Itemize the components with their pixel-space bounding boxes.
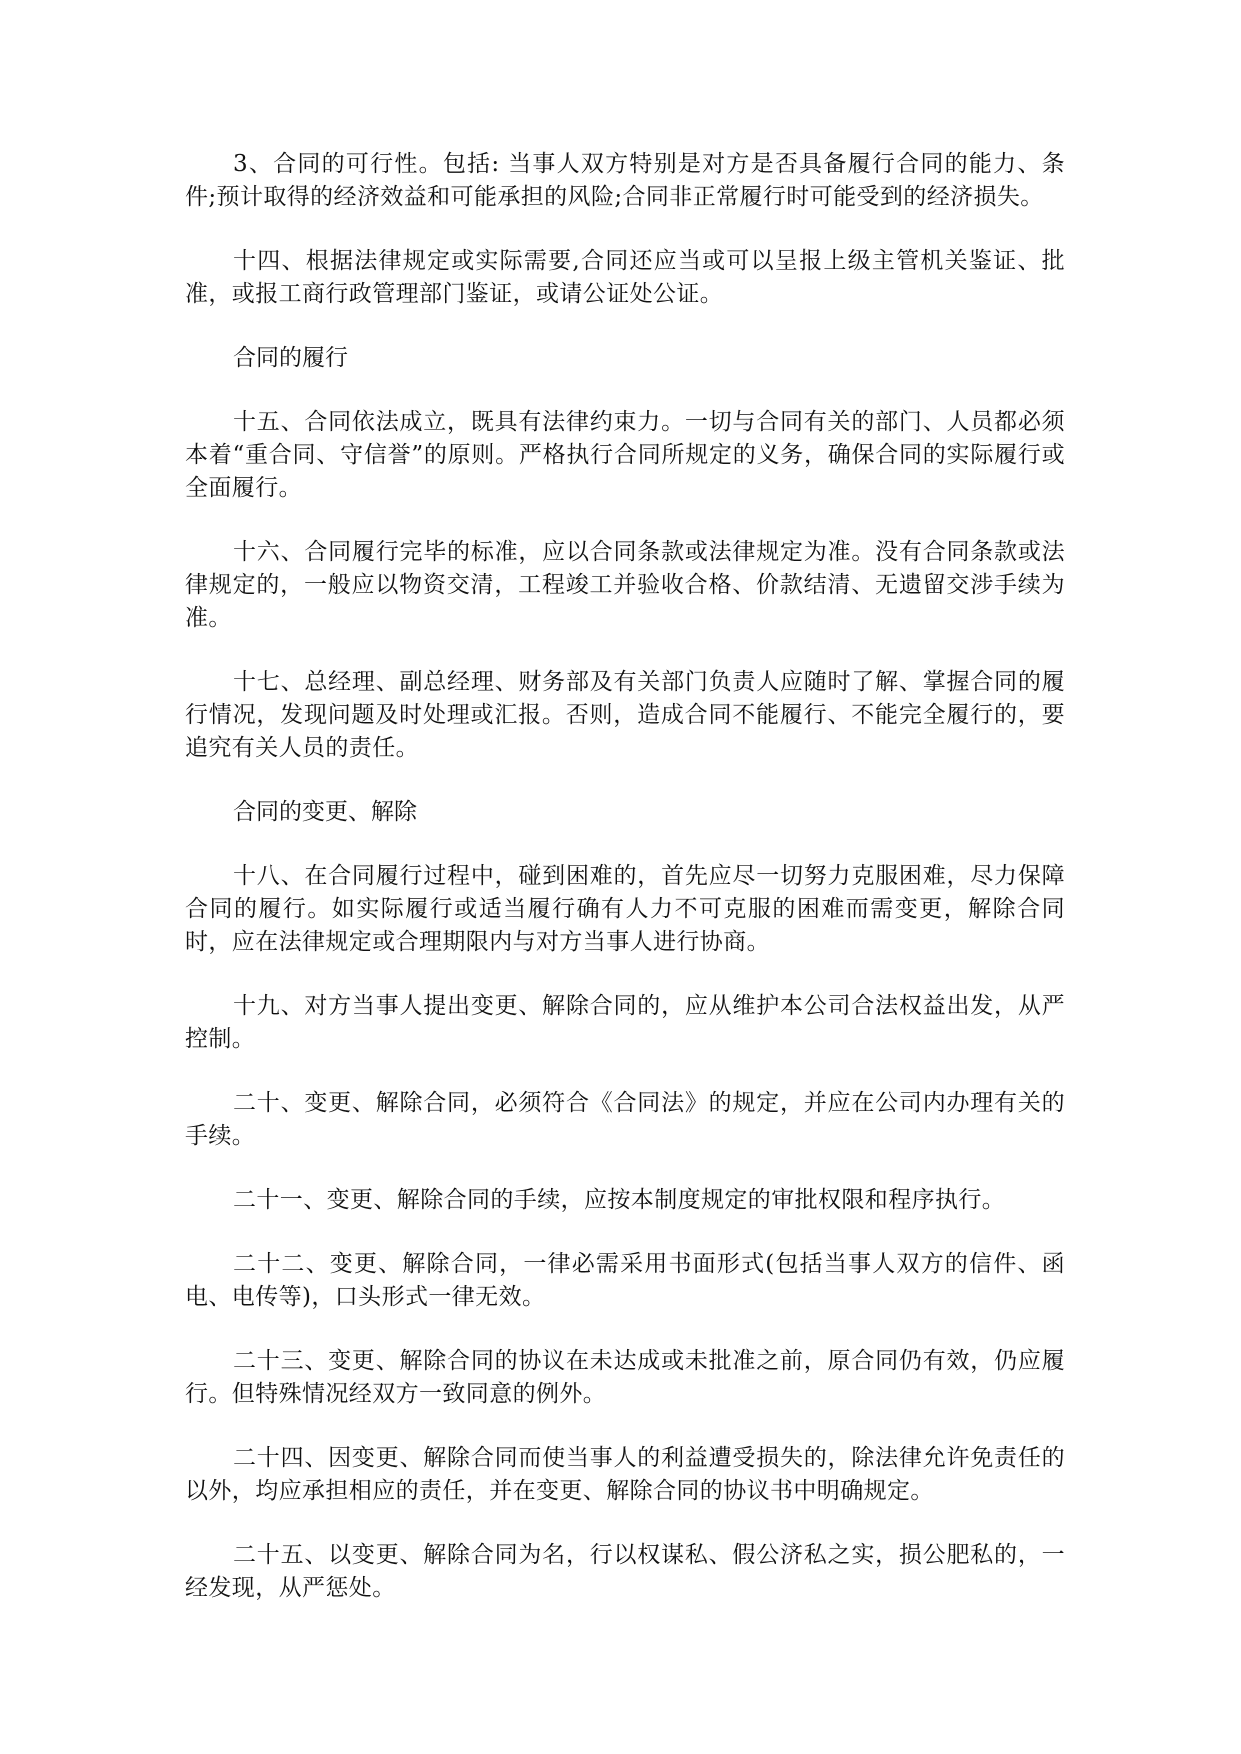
document-body <box>185 148 1065 1636</box>
paragraph-article-14: 十四、根据法律规定或实际需要,合同还应当或可以呈报上级主管机关鉴证、批准，或报工商行政管理部门鉴证，或请公证处公证。 <box>185 248 1065 307</box>
paragraph-article-19: 十九、对方当事人提出变更、解除合同的，应从维护本公司合法权益出发，从严控制。 <box>185 993 1065 1052</box>
paragraph-article-23: 二十三、变更、解除合同的协议在未达成或未批准之前，原合同仍有效，仍应履行。但特殊情况经双方一致同意的例外。 <box>185 1348 1065 1407</box>
section-heading-change-termination: 合同的变更、解除 <box>233 799 417 825</box>
paragraph-article-18: 十八、在合同履行过程中，碰到困难的，首先应尽一切努力克服困难，尽力保障合同的履行。如实际履行或适当履行确有人力不可克服的困难而需变更，解除合同时，应在法律规定或合理期限内与对方当事人进行协商。 <box>185 863 1065 955</box>
paragraph-article-21: 二十一、变更、解除合同的手续，应按本制度规定的审批权限和程序执行。 <box>233 1187 1006 1213</box>
paragraph-article-24: 二十四、因变更、解除合同而使当事人的利益遭受损失的，除法律允许免责任的以外，均应承担相应的责任，并在变更、解除合同的协议书中明确规定。 <box>185 1445 1065 1504</box>
paragraph-article-15: 十五、合同依法成立，既具有法律约束力。一切与合同有关的部门、人员都必须本着“重合同、守信誉”的原则。严格执行合同所规定的义务，确保合同的实际履行或全面履行。 <box>185 409 1065 501</box>
paragraph-feasibility: 3、合同的可行性。包括: 当事人双方特别是对方是否具备履行合同的能力、条件;预计取得的经济效益和可能承担的风险;合同非正常履行时可能受到的经济损失。 <box>185 151 1065 210</box>
section-heading-performance: 合同的履行 <box>233 345 348 371</box>
paragraph-article-22: 二十二、变更、解除合同，一律必需采用书面形式(包括当事人双方的信件、函电、电传等)，口头形式一律无效。 <box>185 1251 1065 1310</box>
paragraph-article-17: 十七、总经理、副总经理、财务部及有关部门负责人应随时了解、掌握合同的履行情况，发现问题及时处理或汇报。否则，造成合同不能履行、不能完全履行的，要追究有关人员的责任。 <box>185 669 1065 761</box>
paragraph-article-16: 十六、合同履行完毕的标准，应以合同条款或法律规定为准。没有合同条款或法律规定的，一般应以物资交清，工程竣工并验收合格、价款结清、无遗留交涉手续为准。 <box>185 539 1065 631</box>
paragraph-article-25: 二十五、以变更、解除合同为名，行以权谋私、假公济私之实，损公肥私的，一经发现，从严惩处。 <box>185 1542 1065 1601</box>
paragraph-article-20: 二十、变更、解除合同，必须符合《合同法》的规定，并应在公司内办理有关的手续。 <box>185 1090 1065 1149</box>
